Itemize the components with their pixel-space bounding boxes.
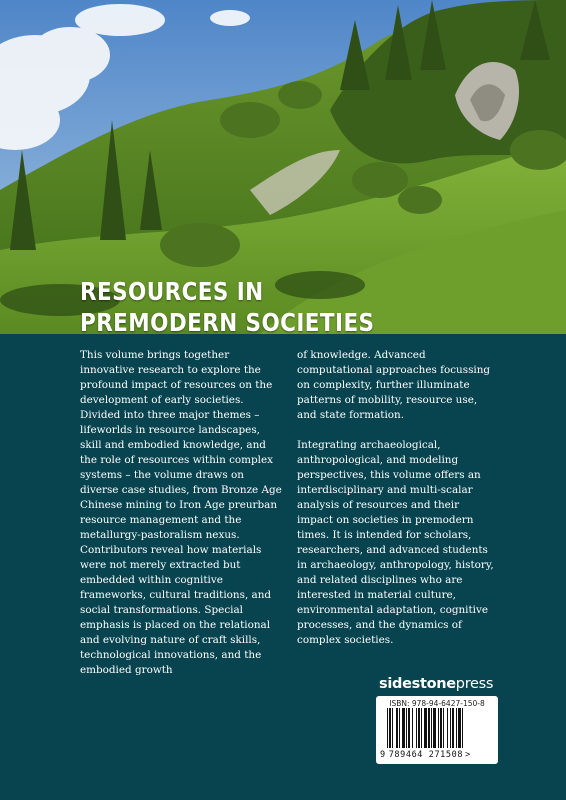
barcode-bar <box>424 708 427 748</box>
barcode-bar <box>421 708 422 748</box>
barcode-bar <box>456 708 457 748</box>
publisher-name-light: press <box>455 676 494 692</box>
barcode-bar <box>428 708 430 748</box>
barcode-bars <box>376 708 498 750</box>
isbn-label: ISBN: 978-94-6427-150-8 <box>389 699 485 708</box>
barcode-group-2: 271508 <box>428 750 464 760</box>
barcode-bar <box>438 708 439 748</box>
barcode-bar <box>418 708 420 748</box>
barcode-bar <box>392 708 393 748</box>
barcode-group-1: 789464 <box>388 750 424 760</box>
barcode-first-digit: 9 <box>380 750 386 760</box>
barcode-bar <box>412 708 413 748</box>
barcode-bar <box>431 708 432 748</box>
blurb-left-column <box>80 348 282 693</box>
isbn-barcode <box>376 696 498 764</box>
barcode-bar <box>408 708 410 748</box>
barcode-bar <box>450 708 451 748</box>
barcode-bar <box>406 708 407 748</box>
blurb-paragraph: of knowledge. Advanced computational approaches focussing on complexity, further illuminate patterns of mobility, resource use, and state formation. <box>297 349 491 421</box>
barcode-bar <box>396 708 398 748</box>
publisher-name-bold: sidestone <box>379 676 456 692</box>
publisher-logo <box>379 676 493 692</box>
book-title <box>80 276 374 334</box>
barcode-bar <box>458 708 461 748</box>
barcode-bar <box>387 708 388 748</box>
barcode-bar <box>433 708 436 748</box>
barcode-bar <box>399 708 400 748</box>
title-line-1: RESOURCES IN <box>80 277 264 306</box>
barcode-bar <box>443 708 444 748</box>
barcode-digits <box>380 750 471 760</box>
barcode-bar <box>462 708 463 748</box>
blurb-paragraph: Integrating archaeological, anthropological, and modeling perspectives, this volume offers an interdisciplinary and multi-scalar analysis of resources and their impact on societies in premodern times. It is intended for scholars, researchers, and advanced students in archaeology, anthropology, history, and related disciplines who are interested in material culture, environmental adaptation, cognitive processes, and the dynamics of complex societies. <box>297 439 494 646</box>
barcode-bar <box>389 708 391 748</box>
barcode-bar <box>402 708 405 748</box>
blurb-paragraph: This volume brings together innovative research to explore the profound impact of resources on the development of early societies. Divided into three major themes – lifeworlds in resource landscapes, skill and embodied knowledge, and the role of resources within complex systems – the volume draws on diverse case studies, from Bronze Age Chinese mining to Iron Age preurban resource management and the metallurgy-pastoralism nexus. Contributors reveal how materials were not merely extracted but embedded within cognitive frameworks, cultural traditions, and social transformations. Special emphasis is placed on the relational and evolving nature of craft skills, technological innovations, and the embodied growth <box>80 349 282 676</box>
title-line-2: PREMODERN SOCIETIES <box>80 308 375 334</box>
barcode-bar <box>447 708 448 748</box>
blurb-right-column <box>297 348 497 663</box>
barcode-bar <box>452 708 454 748</box>
barcode-bar <box>440 708 442 748</box>
barcode-arrow: > <box>465 750 471 760</box>
barcode-bar <box>416 708 417 748</box>
landscape-photo <box>0 0 566 334</box>
